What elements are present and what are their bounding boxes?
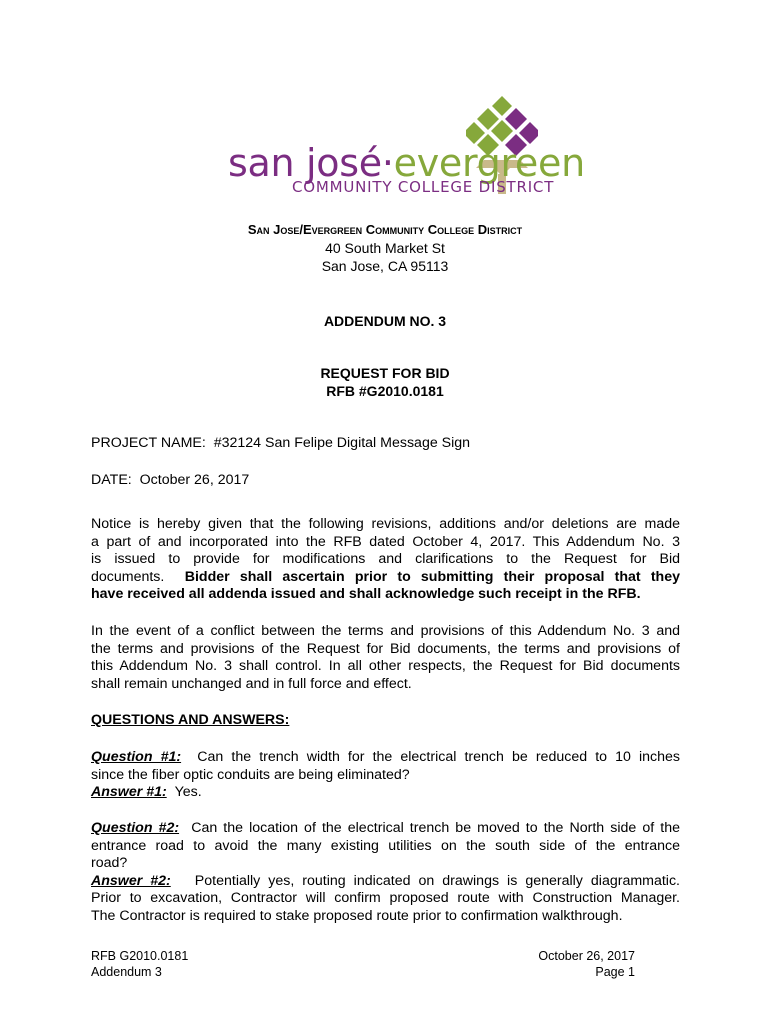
answer-1-text: Yes. xyxy=(174,784,202,801)
address-line-1: 40 South Market St xyxy=(325,240,445,256)
conflict-line-2: the terms and provisions of the Request for Bid documents, the terms and provisions of xyxy=(91,640,680,657)
conflict-line-1: In the event of a conflict between the terms and provisions of this Addendum No. 3 and xyxy=(91,623,680,639)
logo-name-part1: san josé xyxy=(228,141,382,185)
answer-2-line-1 xyxy=(91,873,680,891)
notice-line-4-bold: Bidder shall ascertain prior to submitting their proposal that they xyxy=(184,568,680,585)
question-1-line-1 xyxy=(91,749,680,767)
footer-left xyxy=(91,948,188,980)
question-1-line-2: since the fiber optic conduits are being eliminated? xyxy=(91,766,410,783)
project-name-value: #32124 San Felipe Digital Message Sign xyxy=(213,435,471,451)
answer-1-line xyxy=(91,784,680,802)
question-1-label: Question #1: xyxy=(91,749,182,765)
answer-1-label: Answer #1: xyxy=(91,784,167,801)
conflict-line-4: shall remain unchanged and in full force and effect. xyxy=(91,675,412,692)
rfb-number: RFB #G2010.0181 xyxy=(326,383,444,399)
logo-name-part2: evergreen xyxy=(393,141,585,185)
answer-2-line-2: Prior to excavation, Contractor will confirm proposed route with Construction Manager. xyxy=(91,890,680,907)
question-2-line-2: entrance road to avoid the many existing utilities on the south side of the entrance xyxy=(91,837,680,854)
date-value: October 26, 2017 xyxy=(139,472,250,488)
notice-line-4-start: documents. xyxy=(91,568,165,585)
logo-name-dot: · xyxy=(381,141,394,185)
date-line xyxy=(91,472,680,490)
answer-2-line-3: The Contractor is required to stake proposed route prior to confirmation walkthrough. xyxy=(91,907,623,924)
notice-line-4 xyxy=(91,569,680,587)
question-2-label: Question #2: xyxy=(91,820,180,836)
answer-2-label: Answer #2: xyxy=(91,872,171,889)
footer-addendum: Addendum 3 xyxy=(91,965,162,979)
date-label: DATE: xyxy=(91,472,132,488)
footer-date: October 26, 2017 xyxy=(538,949,635,963)
project-name-line xyxy=(91,435,680,453)
footer-right xyxy=(538,948,635,980)
district-name: San Jose/Evergreen Community College District xyxy=(247,222,523,237)
question-2-text: Can the location of the electrical trench be moved to the North side of the xyxy=(191,820,680,836)
request-for-bid-title: REQUEST FOR BID xyxy=(320,365,450,381)
answer-2-text: Potentially yes, routing indicated on drawings is generally diagrammatic. xyxy=(194,872,680,889)
question-2-line-1 xyxy=(91,820,680,838)
conflict-line-3: this Addendum No. 3 shall control. In all other respects, the Request for Bid documents xyxy=(91,658,680,675)
logo-subtitle: COMMUNITY COLLEGE DISTRICT xyxy=(292,178,555,196)
project-name-label: PROJECT NAME: xyxy=(91,435,206,451)
address-line-2: San Jose, CA 95113 xyxy=(321,258,449,274)
notice-paragraph xyxy=(91,516,680,604)
addendum-title: ADDENDUM NO. 3 xyxy=(323,313,447,329)
question-2-block xyxy=(91,820,680,926)
question-1-text: Can the trench width for the electrical trench be reduced to 10 inches xyxy=(197,749,680,765)
question-2-line-3: road? xyxy=(91,855,128,872)
notice-line-5: have received all addenda issued and shall acknowledge such receipt in the RFB. xyxy=(91,586,641,603)
conflict-paragraph xyxy=(91,623,680,693)
notice-line-1: Notice is hereby given that the following revisions, additions and/or deletions are made xyxy=(91,516,680,532)
notice-line-3: is issued to provide for modifications and clarifications to the Request for Bid xyxy=(91,551,680,568)
question-1-block xyxy=(91,749,680,802)
qa-heading: QUESTIONS AND ANSWERS: xyxy=(91,712,290,728)
notice-line-2: a part of and incorporated into the RFB dated October 4, 2017. This Addendum No. 3 xyxy=(91,533,680,550)
footer-page-number: Page 1 xyxy=(595,965,635,979)
footer-rfb-number: RFB G2010.0181 xyxy=(91,949,189,963)
